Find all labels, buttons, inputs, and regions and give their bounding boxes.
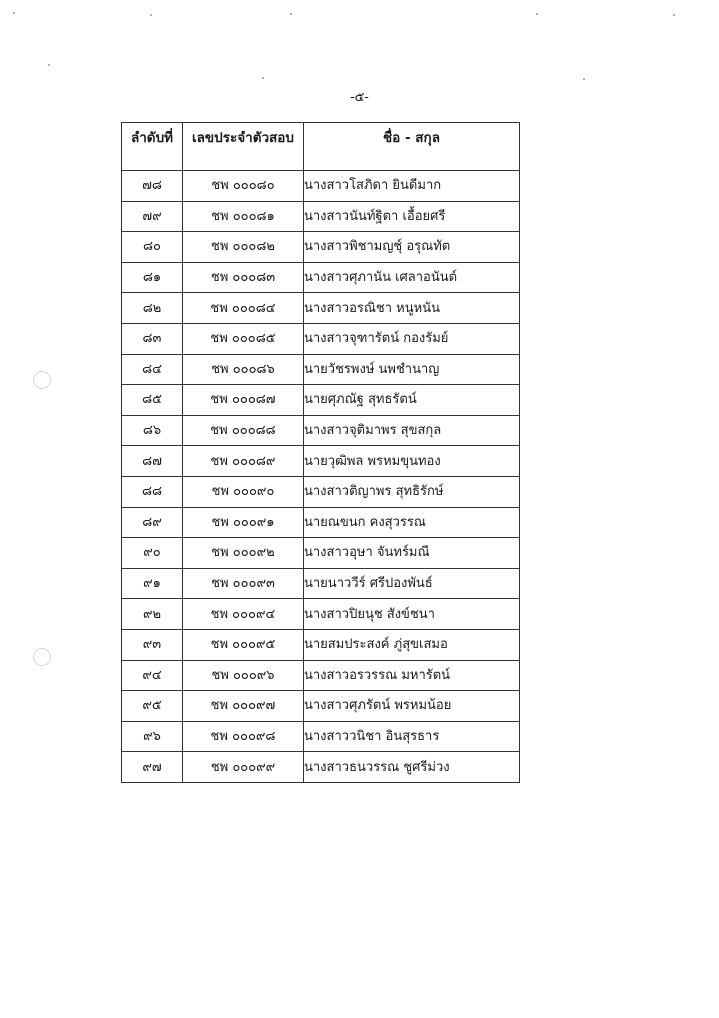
punch-hole <box>33 648 51 666</box>
order-cell: ๘๙ <box>122 507 183 538</box>
table-row <box>122 507 520 538</box>
name-cell: นางสาวอรวรรณ มหารัตน์ <box>304 660 520 691</box>
name-cell: นางสาวนันท์ฐิตา เอื้อยศรี <box>304 201 520 232</box>
header-exam-id: เลขประจำตัวสอบ <box>183 123 304 171</box>
exam-id-cell: ชพ ๐๐๐๙๕ <box>183 629 304 660</box>
name-cell: นางสาวปิยนุช สังข์ชนา <box>304 599 520 630</box>
scan-speck <box>150 14 152 16</box>
header-name: ชื่อ - สกุล <box>304 123 520 171</box>
table-row <box>122 262 520 293</box>
order-cell: ๗๙ <box>122 201 183 232</box>
exam-id-cell: ชพ ๐๐๐๙๖ <box>183 660 304 691</box>
table-row <box>122 660 520 691</box>
table-row <box>122 568 520 599</box>
order-cell: ๙๑ <box>122 568 183 599</box>
exam-id-cell: ชพ ๐๐๐๘๔ <box>183 293 304 324</box>
exam-id-cell: ชพ ๐๐๐๙๘ <box>183 721 304 752</box>
name-cell: นายณขนก คงสุวรรณ <box>304 507 520 538</box>
name-cell: นางสาวศุภานัน เศลาอนันต์ <box>304 262 520 293</box>
exam-id-cell: ชพ ๐๐๐๘๖ <box>183 354 304 385</box>
candidate-table <box>121 122 520 783</box>
table-row <box>122 721 520 752</box>
exam-id-cell: ชพ ๐๐๐๘๕ <box>183 323 304 354</box>
exam-id-cell: ชพ ๐๐๐๙๑ <box>183 507 304 538</box>
table-row <box>122 201 520 232</box>
order-cell: ๘๗ <box>122 446 183 477</box>
table-row <box>122 446 520 477</box>
exam-id-cell: ชพ ๐๐๐๘๑ <box>183 201 304 232</box>
order-cell: ๙๗ <box>122 752 183 783</box>
exam-id-cell: ชพ ๐๐๐๙๓ <box>183 568 304 599</box>
order-cell: ๘๘ <box>122 476 183 507</box>
exam-id-cell: ชพ ๐๐๐๘๐ <box>183 171 304 202</box>
table-row <box>122 323 520 354</box>
table-row <box>122 691 520 722</box>
order-cell: ๘๕ <box>122 385 183 416</box>
name-cell: นางสาวศุภรัตน์ พรหมน้อย <box>304 691 520 722</box>
page-number: -๕- <box>350 90 369 105</box>
name-cell: นางสาวจุฑารัตน์ กองรัมย์ <box>304 323 520 354</box>
name-cell: นางสาวอุษา จันทร์มณี <box>304 538 520 569</box>
order-cell: ๙๖ <box>122 721 183 752</box>
table-row <box>122 599 520 630</box>
table-row <box>122 415 520 446</box>
scan-speck <box>536 13 538 15</box>
order-cell: ๙๔ <box>122 660 183 691</box>
order-cell: ๘๒ <box>122 293 183 324</box>
name-cell: นายนาววีร์ ศรีปองพันธ์ <box>304 568 520 599</box>
name-cell: นางสาวโสภิดา ยินดีมาก <box>304 171 520 202</box>
order-cell: ๙๕ <box>122 691 183 722</box>
exam-id-cell: ชพ ๐๐๐๙๒ <box>183 538 304 569</box>
table-header-row <box>122 123 520 171</box>
order-cell: ๗๘ <box>122 171 183 202</box>
order-cell: ๙๓ <box>122 629 183 660</box>
order-cell: ๘๔ <box>122 354 183 385</box>
scan-speck <box>673 14 675 16</box>
exam-id-cell: ชพ ๐๐๐๙๐ <box>183 476 304 507</box>
name-cell: นางสาวพิชามญชุ์ อรุณทัต <box>304 232 520 263</box>
table-row <box>122 171 520 202</box>
exam-id-cell: ชพ ๐๐๐๘๒ <box>183 232 304 263</box>
table-row <box>122 629 520 660</box>
exam-id-cell: ชพ ๐๐๐๘๓ <box>183 262 304 293</box>
order-cell: ๘๐ <box>122 232 183 263</box>
order-cell: ๘๓ <box>122 323 183 354</box>
table-row <box>122 354 520 385</box>
scan-speck <box>262 77 264 79</box>
table-row <box>122 385 520 416</box>
table-row <box>122 538 520 569</box>
order-cell: ๘๖ <box>122 415 183 446</box>
scan-speck <box>583 78 585 80</box>
order-cell: ๙๒ <box>122 599 183 630</box>
order-cell: ๘๑ <box>122 262 183 293</box>
name-cell: นายวุฒิพล พรหมขุนทอง <box>304 446 520 477</box>
name-cell: นางสาวธนวรรณ ชูศรีม่วง <box>304 752 520 783</box>
exam-id-cell: ชพ ๐๐๐๙๙ <box>183 752 304 783</box>
order-cell: ๙๐ <box>122 538 183 569</box>
table-row <box>122 293 520 324</box>
name-cell: นายวัชรพงษ์ นพชำนาญ <box>304 354 520 385</box>
exam-id-cell: ชพ ๐๐๐๙๗ <box>183 691 304 722</box>
name-cell: นางสาววนิชา อินสุรธาร <box>304 721 520 752</box>
punch-hole <box>33 371 51 389</box>
name-cell: นางสาวจุติมาพร สุขสกุล <box>304 415 520 446</box>
scan-speck <box>13 12 15 14</box>
exam-id-cell: ชพ ๐๐๐๘๙ <box>183 446 304 477</box>
exam-id-cell: ชพ ๐๐๐๙๔ <box>183 599 304 630</box>
name-cell: นางสาวติญาพร สุทธิรักษ์ <box>304 476 520 507</box>
name-cell: นายสมประสงค์ ภู่สุขเสมอ <box>304 629 520 660</box>
exam-id-cell: ชพ ๐๐๐๘๘ <box>183 415 304 446</box>
name-cell: นายศุภณัฐ สุทธรัตน์ <box>304 385 520 416</box>
table-row <box>122 476 520 507</box>
name-cell: นางสาวอรณิชา หนูหนัน <box>304 293 520 324</box>
header-order: ลำดับที่ <box>122 123 183 171</box>
table-row <box>122 752 520 783</box>
scan-speck <box>290 13 292 15</box>
table-row <box>122 232 520 263</box>
exam-id-cell: ชพ ๐๐๐๘๗ <box>183 385 304 416</box>
scan-speck <box>48 64 50 66</box>
